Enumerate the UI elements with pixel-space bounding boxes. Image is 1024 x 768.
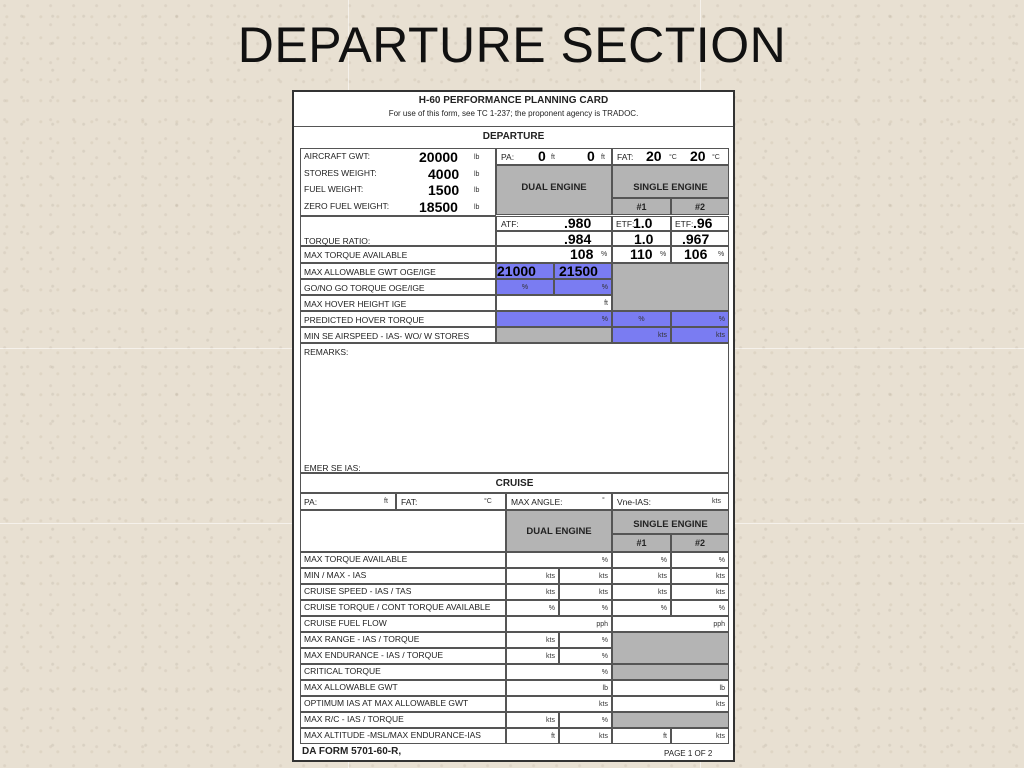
etf1-value[interactable]: 1.0 — [633, 215, 653, 231]
cruise-cell[interactable]: kts — [506, 696, 612, 712]
go-no-go-label: GO/NO GO TORQUE OGE/IGE — [304, 283, 425, 293]
pct-unit: % — [718, 251, 725, 258]
cruise-gray-block — [612, 632, 729, 664]
min-se-airspeed-dual-cell — [496, 327, 612, 343]
go-no-go-ige-cell[interactable]: % — [554, 279, 612, 295]
max-hover-height-label: MAX HOVER HEIGHT IGE — [304, 299, 407, 309]
predicted-hover-dual-cell[interactable]: % — [496, 311, 612, 327]
ft-unit: ft — [601, 154, 605, 161]
etf-label: ETF: — [675, 219, 694, 229]
cruise-row-label: CRITICAL TORQUE — [300, 664, 506, 680]
cruise-cell[interactable]: % — [612, 600, 671, 616]
degc-unit: °C — [484, 498, 492, 505]
max-torque-2-value[interactable]: 106 — [684, 246, 708, 262]
max-angle-label: MAX ANGLE: — [511, 497, 563, 507]
fat-label: FAT: — [617, 152, 634, 162]
remarks-box[interactable] — [300, 343, 729, 473]
cruise-row-label: MAX R/C - IAS / TORQUE — [300, 712, 506, 728]
cruise-row-label: CRUISE TORQUE / CONT TORQUE AVAILABLE — [300, 600, 506, 616]
pct-unit: % — [660, 251, 667, 258]
cruise-row-label: OPTIMUM IAS AT MAX ALLOWABLE GWT — [300, 696, 506, 712]
predicted-hover-1-cell[interactable]: % — [612, 311, 671, 327]
page-number: PAGE 1 OF 2 — [664, 749, 713, 758]
min-se-airspeed-1-cell[interactable]: kts — [612, 327, 671, 343]
min-se-airspeed-label: MIN SE AIRSPEED - IAS- WO/ W STORES — [304, 331, 470, 341]
zero-fuel-weight-label: ZERO FUEL WEIGHT: — [304, 201, 390, 211]
pa-value-2[interactable]: 0 — [587, 148, 595, 164]
go-no-go-oge-cell[interactable]: % — [496, 279, 554, 295]
stores-weight-label: STORES WEIGHT: — [304, 168, 377, 178]
cruise-cell[interactable]: % — [612, 552, 671, 568]
lb-unit: lb — [474, 204, 480, 211]
form-subtitle: For use of this form, see TC 1-237; the proponent agency is TRADOC. — [388, 109, 639, 118]
max-torque-dual-cell — [496, 246, 612, 263]
cruise-fat-label: FAT: — [401, 497, 418, 507]
cruise-cell[interactable]: % — [506, 664, 612, 680]
cruise-cell[interactable]: % — [506, 600, 559, 616]
cruise-row-label: MAX ALLOWABLE GWT — [300, 680, 506, 696]
cruise-cell[interactable]: kts — [506, 584, 559, 600]
cruise-cell[interactable]: kts — [612, 696, 729, 712]
torque-ratio-dual-cell — [496, 231, 612, 246]
cruise-cell[interactable]: lb — [506, 680, 612, 696]
cruise-gray-cell — [612, 712, 729, 728]
torque-ratio-2-value[interactable]: .967 — [682, 231, 710, 247]
fat-value-2[interactable]: 20 — [690, 148, 706, 164]
cruise-row-label: MAX RANGE - IAS / TORQUE — [300, 632, 506, 648]
cruise-cell[interactable]: % — [559, 712, 612, 728]
predicted-hover-2-cell[interactable]: % — [671, 311, 729, 327]
cruise-row-label: MIN / MAX - IAS — [300, 568, 506, 584]
cruise-cell[interactable]: kts — [506, 568, 559, 584]
form-number: DA FORM 5701-60-R, — [302, 746, 402, 757]
max-allow-ige-value[interactable]: 21500 — [559, 263, 598, 279]
single-engine-gray-block — [612, 263, 729, 311]
cruise-cell[interactable]: % — [671, 552, 729, 568]
atf-label: ATF: — [501, 219, 519, 229]
kts-unit: kts — [712, 498, 721, 505]
min-se-airspeed-2-cell[interactable]: kts — [671, 327, 729, 343]
cruise-dual-engine-header: DUAL ENGINE — [526, 526, 592, 537]
cruise-cell[interactable]: kts — [559, 728, 612, 744]
predicted-hover-label: PREDICTED HOVER TORQUE — [304, 315, 425, 325]
etf2-value[interactable]: .96 — [693, 215, 713, 231]
engine-1-header: #1 — [612, 198, 671, 215]
cruise-engine-2-header: #2 — [671, 534, 729, 552]
degc-unit: °C — [712, 154, 720, 161]
cruise-cell[interactable]: lb — [612, 680, 729, 696]
cruise-cell[interactable]: kts — [671, 568, 729, 584]
cruise-header: CRUISE — [300, 473, 729, 493]
max-hover-height-cell[interactable]: ft — [496, 295, 612, 311]
cruise-cell[interactable]: kts — [559, 568, 612, 584]
cruise-cell[interactable]: kts — [506, 648, 559, 664]
vne-label: Vne-IAS: — [617, 497, 652, 507]
cruise-cell[interactable]: ft — [506, 728, 559, 744]
lb-unit: lb — [474, 154, 480, 161]
emer-se-ias-label: EMER SE IAS: — [304, 463, 361, 473]
degc-unit: °C — [669, 154, 677, 161]
engine-2-header: #2 — [671, 198, 729, 215]
max-torque-dual-value[interactable]: 108 — [570, 246, 594, 262]
zero-fuel-weight-value[interactable]: 18500 — [419, 199, 458, 215]
cruise-cell[interactable]: kts — [612, 584, 671, 600]
stores-weight-value[interactable]: 4000 — [428, 166, 460, 182]
cruise-cell[interactable]: kts — [506, 712, 559, 728]
pa-value-1[interactable]: 0 — [538, 148, 546, 164]
cruise-cell[interactable]: kts — [612, 568, 671, 584]
cruise-cell[interactable]: % — [671, 600, 729, 616]
torque-ratio-1-value[interactable]: 1.0 — [634, 231, 654, 247]
cruise-cell[interactable]: kts — [671, 728, 729, 744]
cruise-header-spacer — [300, 510, 506, 552]
cruise-gray-cell — [612, 664, 729, 680]
dual-engine-header: DUAL ENGINE — [521, 182, 587, 193]
cruise-row-label: CRUISE SPEED - IAS / TAS — [300, 584, 506, 600]
aircraft-gwt-value[interactable]: 20000 — [419, 149, 458, 165]
lb-unit: lb — [474, 171, 480, 178]
cruise-row-label: MAX TORQUE AVAILABLE — [300, 552, 506, 568]
remarks-label: REMARKS: — [304, 347, 349, 357]
form-title: H-60 PERFORMANCE PLANNING CARD — [418, 95, 609, 106]
cruise-row-label: MAX ENDURANCE - IAS / TORQUE — [300, 648, 506, 664]
cruise-cell[interactable]: % — [506, 552, 612, 568]
pa-label: PA: — [501, 152, 515, 162]
cruise-cell[interactable]: kts — [506, 632, 559, 648]
departure-header: DEPARTURE — [482, 131, 545, 142]
aircraft-gwt-label: AIRCRAFT GWT: — [304, 151, 370, 161]
torque-ratio-dual-value[interactable]: .984 — [564, 231, 592, 247]
etf-label: ETF: — [616, 219, 635, 229]
cruise-engine-1-header: #1 — [612, 534, 671, 552]
max-allow-gwt-label: MAX ALLOWABLE GWT OGE/IGE — [304, 267, 436, 277]
single-engine-header: SINGLE ENGINE — [633, 182, 708, 193]
cruise-row-label: MAX ALTITUDE -MSL/MAX ENDURANCE-IAS — [300, 728, 506, 744]
cruise-single-engine-header: SINGLE ENGINE — [633, 519, 708, 530]
slide-title: DEPARTURE SECTION — [237, 17, 787, 73]
cruise-cell[interactable]: pph — [506, 616, 612, 632]
cruise-cell[interactable]: pph — [612, 616, 729, 632]
cruise-cell[interactable]: % — [559, 648, 612, 664]
deg-unit: ° — [602, 497, 605, 504]
cruise-cell[interactable]: kts — [559, 584, 612, 600]
max-torque-1-value[interactable]: 110 — [630, 246, 653, 262]
cruise-cell[interactable]: ft — [612, 728, 671, 744]
cruise-pa-label: PA: — [304, 497, 318, 507]
lb-unit: lb — [474, 187, 480, 194]
max-torque-label: MAX TORQUE AVAILABLE — [304, 250, 408, 260]
fuel-weight-value[interactable]: 1500 — [428, 182, 460, 198]
performance-planning-card — [292, 90, 735, 762]
cruise-cell[interactable]: kts — [671, 584, 729, 600]
ft-unit: ft — [551, 154, 555, 161]
torque-ratio-label: TORQUE RATIO: — [304, 236, 371, 246]
max-allow-oge-value[interactable]: 21000 — [497, 263, 536, 279]
pct-unit: % — [601, 251, 608, 258]
fat-value-1[interactable]: 20 — [646, 148, 662, 164]
fuel-weight-label: FUEL WEIGHT: — [304, 184, 364, 194]
atf-value[interactable]: .980 — [564, 215, 592, 231]
ft-unit: ft — [384, 498, 388, 505]
cruise-row-label: CRUISE FUEL FLOW — [300, 616, 506, 632]
cruise-cell[interactable]: % — [559, 600, 612, 616]
cruise-cell[interactable]: % — [559, 632, 612, 648]
